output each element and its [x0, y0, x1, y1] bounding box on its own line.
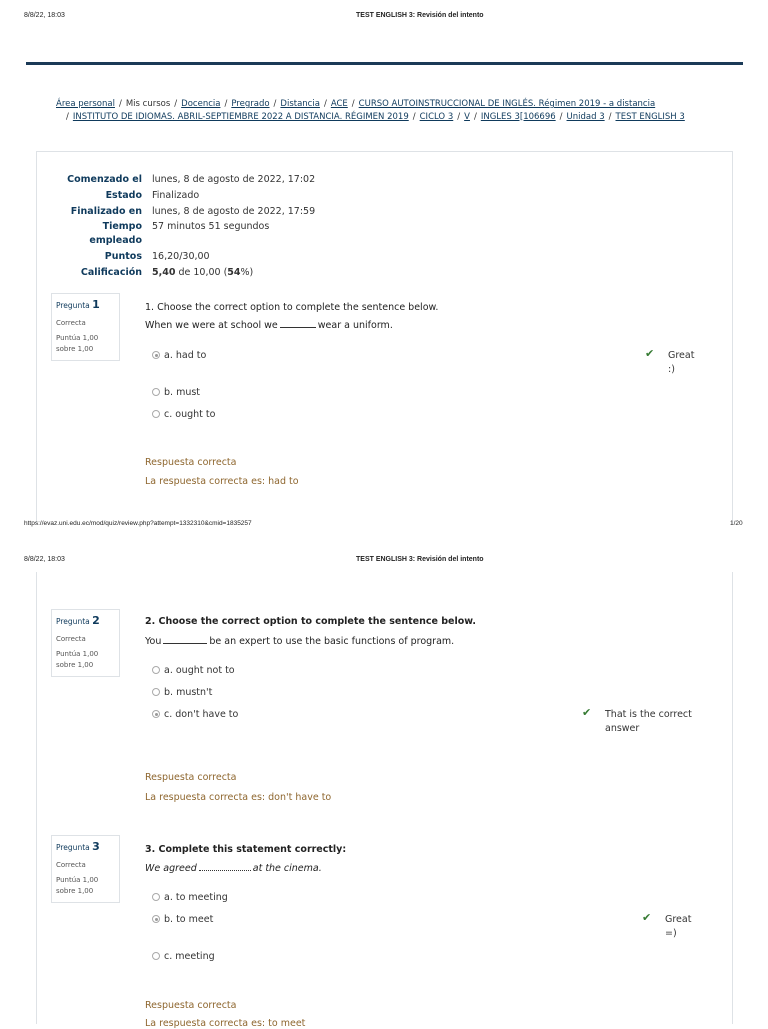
- question-info-1: [51, 293, 120, 361]
- correct-answer-1: La respuesta correcta es: had to: [145, 476, 299, 487]
- option-3b[interactable]: b. to meet: [152, 914, 213, 925]
- finished-label: Finalizado en: [70, 206, 142, 217]
- question-grade-1: Puntúa 1,00: [56, 650, 99, 658]
- check-icon: ✔: [642, 911, 652, 924]
- radio-icon[interactable]: [152, 688, 160, 696]
- breadcrumb-item-docencia[interactable]: Docencia: [181, 99, 221, 109]
- radio-icon[interactable]: [152, 710, 160, 718]
- breadcrumb-item-ciclo[interactable]: CICLO 3: [419, 111, 454, 122]
- time-label-2: empleado: [89, 235, 142, 246]
- question-info-2: [51, 609, 120, 677]
- option-1b[interactable]: b. must: [152, 387, 200, 398]
- breadcrumb-item-test[interactable]: TEST ENGLISH 3: [615, 111, 685, 122]
- points-value: 16,20/30,00: [152, 251, 210, 262]
- question-prompt-2: 2. Choose the correct option to complete the sentence below.: [145, 616, 477, 627]
- time-label: Tiempo: [102, 221, 142, 232]
- print-footer-url: https://evaz.uni.edu.ec/mod/quiz/review.php?attempt=1332310&cmid=1835257: [24, 520, 252, 527]
- breadcrumb-item-v[interactable]: V: [464, 111, 470, 122]
- print-header-title: TEST ENGLISH 3: Revisión del intento: [356, 12, 484, 19]
- question-state: Correcta: [56, 635, 86, 643]
- question-number: 1: [92, 298, 100, 311]
- question-sentence-1: When we were at school we wear a uniform.: [145, 320, 393, 331]
- started-value: lunes, 8 de agosto de 2022, 17:02: [152, 174, 316, 185]
- result-text-1: Respuesta correcta: [145, 457, 237, 468]
- check-icon: ✔: [582, 706, 592, 719]
- breadcrumb-item-ingles[interactable]: INGLES 3[106696: [480, 111, 556, 122]
- grade-label: Calificación: [80, 267, 142, 278]
- option-2c[interactable]: c. don't have to: [152, 709, 238, 720]
- points-label: Puntos: [104, 251, 142, 262]
- option-feedback-1: Great :): [668, 350, 695, 375]
- radio-icon[interactable]: [152, 952, 160, 960]
- radio-icon[interactable]: [152, 388, 160, 396]
- time-value: 57 minutos 51 segundos: [152, 221, 270, 232]
- option-1a[interactable]: a. had to: [152, 350, 206, 361]
- print-header-date-2: 8/8/22, 18:03: [24, 556, 65, 563]
- option-feedback-3: Great =): [665, 914, 692, 939]
- question-sentence-2: You be an expert to use the basic functions of program.: [145, 636, 455, 647]
- radio-icon[interactable]: [152, 410, 160, 418]
- question-grade-1: Puntúa 1,00: [56, 876, 99, 884]
- question-grade-2: sobre 1,00: [56, 887, 94, 895]
- breadcrumb-item-pregrado[interactable]: Pregrado: [231, 99, 270, 109]
- radio-icon[interactable]: [152, 666, 160, 674]
- check-icon: ✔: [645, 347, 655, 360]
- attempt-summary: [36, 174, 636, 284]
- breadcrumb-item-instituto[interactable]: INSTITUTO DE IDIOMAS. ABRIL-SEPTIEMBRE 2022 A DISTANCIA. RÉGIMEN 2019: [72, 111, 409, 122]
- question-grade-1: Puntúa 1,00: [56, 334, 99, 342]
- state-value: Finalizado: [152, 190, 200, 201]
- question-info-3: [51, 835, 120, 903]
- navbar-bar: [26, 62, 743, 65]
- question-label: Pregunta: [56, 843, 90, 852]
- question-grade-2: sobre 1,00: [56, 345, 94, 353]
- print-footer-page: 1/20: [730, 520, 743, 527]
- result-text-3: Respuesta correcta: [145, 1000, 237, 1011]
- breadcrumb-item-mis-cursos: Mis cursos: [125, 99, 171, 109]
- question-label: Pregunta: [56, 617, 90, 626]
- breadcrumb-item-curso[interactable]: CURSO AUTOINSTRUCCIONAL DE INGLÉS. Régimen 2019 - a distancia: [358, 99, 656, 109]
- question-prompt-3: 3. Complete this statement correctly:: [145, 844, 347, 855]
- question-state: Correcta: [56, 861, 86, 869]
- question-label: Pregunta: [56, 301, 90, 310]
- correct-answer-2: La respuesta correcta es: don't have to: [145, 792, 332, 803]
- breadcrumb-item-area-personal[interactable]: Área personal: [56, 99, 115, 109]
- question-prompt-1: 1. Choose the correct option to complete the sentence below.: [145, 302, 439, 313]
- question-number: 3: [92, 840, 100, 853]
- state-label: Estado: [105, 190, 142, 201]
- grade-value: 5,40 de 10,00 (54%): [152, 267, 254, 278]
- question-number: 2: [92, 614, 100, 627]
- result-text-2: Respuesta correcta: [145, 772, 237, 783]
- breadcrumb-item-unidad[interactable]: Unidad 3: [566, 111, 605, 122]
- question-sentence-3: We agreed at the cinema.: [145, 863, 322, 874]
- option-3c[interactable]: c. meeting: [152, 951, 215, 962]
- finished-value: lunes, 8 de agosto de 2022, 17:59: [152, 206, 316, 217]
- print-header-date: 8/8/22, 18:03: [24, 12, 65, 19]
- option-feedback-2: That is the correct answer: [605, 709, 692, 734]
- radio-icon[interactable]: [152, 915, 160, 923]
- breadcrumb: Área personal / Mis cursos / Docencia / Pregrado / Distancia / ACE / CURSO AUTOINSTRUCCIONAL DE INGLÉS. Régimen 2019 - a distancia / INSTITUTO DE IDIOMAS. ABRIL-SEPTIEMBRE 2022 A DISTANCIA. RÉGIMEN 2019 / CICLO 3 / V / INGLES 3[106696 / Unidad 3 / TEST ENGLISH 3: [56, 99, 685, 122]
- option-2b[interactable]: b. mustn't: [152, 687, 212, 698]
- print-header-title-2: TEST ENGLISH 3: Revisión del intento: [356, 556, 484, 563]
- question-state: Correcta: [56, 319, 86, 327]
- question-grade-2: sobre 1,00: [56, 661, 94, 669]
- started-label: Comenzado el: [67, 174, 142, 185]
- option-3a[interactable]: a. to meeting: [152, 892, 228, 903]
- breadcrumb-item-distancia[interactable]: Distancia: [280, 99, 320, 109]
- radio-icon[interactable]: [152, 893, 160, 901]
- breadcrumb-item-ace[interactable]: ACE: [330, 99, 348, 109]
- option-1c[interactable]: c. ought to: [152, 409, 215, 420]
- option-2a[interactable]: a. ought not to: [152, 665, 235, 676]
- radio-icon[interactable]: [152, 351, 160, 359]
- correct-answer-3: La respuesta correcta es: to meet: [145, 1018, 306, 1029]
